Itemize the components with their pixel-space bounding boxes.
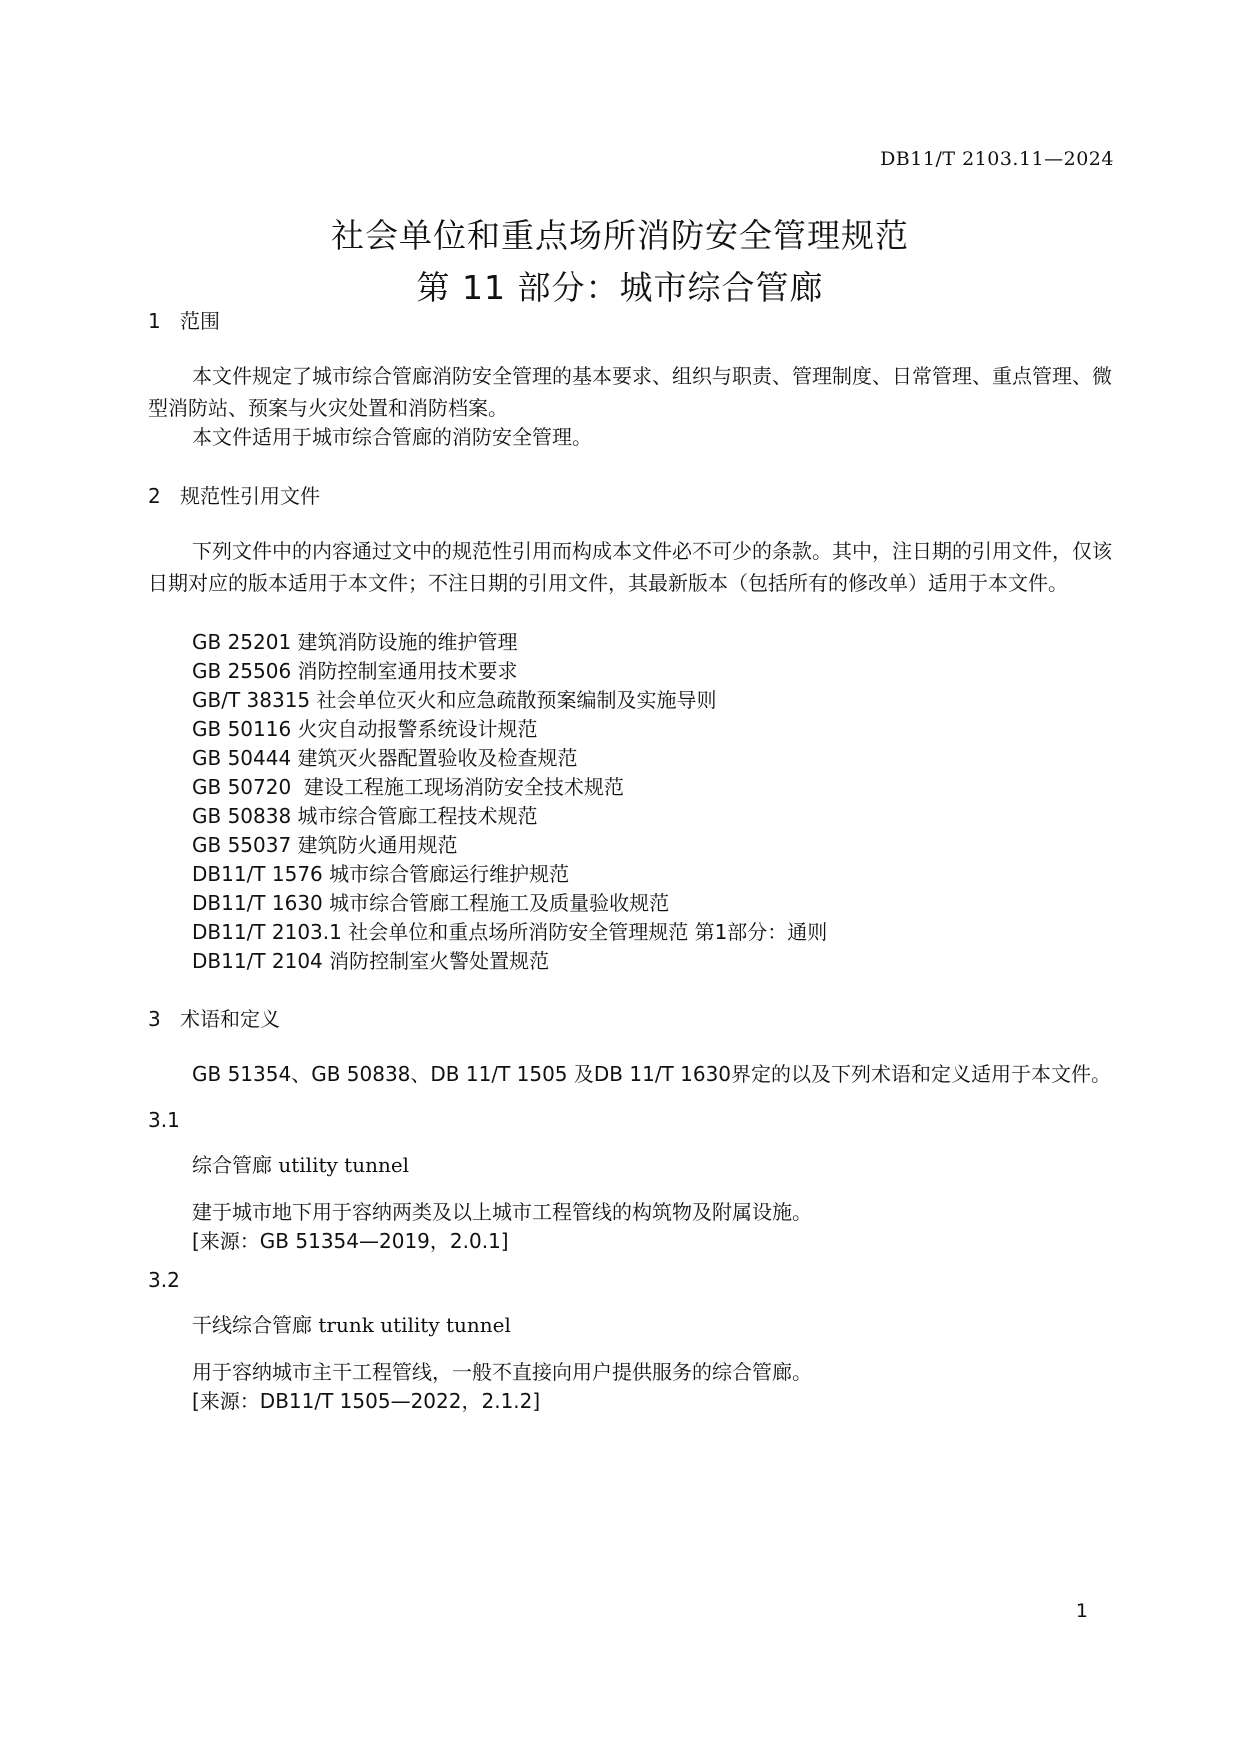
document-code: DB11/T 2103.11—2024 xyxy=(880,148,1114,170)
term-zh: 综合管廊 xyxy=(192,1153,272,1177)
reference-item: GB 55037 建筑防火通用规范 xyxy=(192,833,458,857)
section-title: 规范性引用文件 xyxy=(180,484,320,508)
reference-item: DB11/T 2104 消防控制室火警处置规范 xyxy=(192,949,550,973)
reference-item: DB11/T 1630 城市综合管廊工程施工及质量验收规范 xyxy=(192,891,670,915)
section-number: 1 xyxy=(148,309,161,333)
reference-item: GB 25201 建筑消防设施的维护管理 xyxy=(192,630,518,654)
scope-applicability: 本文件适用于城市综合管廊的消防安全管理。 xyxy=(192,425,592,449)
term-number: 3.2 xyxy=(148,1268,180,1292)
reference-item: DB11/T 2103.1 社会单位和重点场所消防安全管理规范 第1部分：通则 xyxy=(192,920,828,944)
section-number: 3 xyxy=(148,1007,161,1031)
reference-item: GB 50444 建筑灭火器配置验收及检查规范 xyxy=(192,746,578,770)
term-source: [来源：DB11/T 1505—2022，2.1.2] xyxy=(192,1389,541,1413)
term-definition: 用于容纳城市主干工程管线，一般不直接向用户提供服务的综合管廊。 xyxy=(192,1360,812,1384)
term-name xyxy=(192,1149,409,1178)
scope-paragraph: 本文件规定了城市综合管廊消防安全管理的基本要求、组织与职责、管理制度、日常管理、重点管理、微型消防站、预案与火灾处置和消防档案。 xyxy=(148,364,1112,420)
reference-item: GB 25506 消防控制室通用技术要求 xyxy=(192,659,518,683)
reference-item: GB 50116 火灾自动报警系统设计规范 xyxy=(192,717,538,741)
terms-intro: GB 51354、GB 50838、DB 11/T 1505 及DB 11/T 1630界定的以及下列术语和定义适用于本文件。 xyxy=(192,1062,1112,1086)
term-name xyxy=(192,1309,511,1338)
section-3-heading xyxy=(148,1003,280,1032)
reference-item: GB/T 38315 社会单位灭火和应急疏散预案编制及实施导则 xyxy=(192,688,717,712)
term-source: [来源：GB 51354—2019，2.0.1] xyxy=(192,1229,509,1253)
page-number: 1 xyxy=(1075,1600,1088,1622)
references-intro: 下列文件中的内容通过文中的规范性引用而构成本文件必不可少的条款。其中，注日期的引用文件，仅该日期对应的版本适用于本文件；不注日期的引用文件，其最新版本（包括所有的修改单）适用于本文件。 xyxy=(148,539,1112,595)
term-en: trunk utility tunnel xyxy=(318,1313,511,1337)
section-2-heading xyxy=(148,480,320,509)
document-title: 社会单位和重点场所消防安全管理规范 xyxy=(331,216,909,255)
term-zh: 干线综合管廊 xyxy=(192,1313,312,1337)
reference-item: DB11/T 1576 城市综合管廊运行维护规范 xyxy=(192,862,570,886)
reference-item: GB 50720 建设工程施工现场消防安全技术规范 xyxy=(192,775,624,799)
section-number: 2 xyxy=(148,484,161,508)
reference-item: GB 50838 城市综合管廊工程技术规范 xyxy=(192,804,538,828)
term-en: utility tunnel xyxy=(278,1153,410,1177)
section-1-heading xyxy=(148,305,220,334)
document-subtitle: 第 11 部分：城市综合管廊 xyxy=(416,268,824,307)
section-title: 术语和定义 xyxy=(180,1007,280,1031)
term-definition: 建于城市地下用于容纳两类及以上城市工程管线的构筑物及附属设施。 xyxy=(192,1200,812,1224)
term-number: 3.1 xyxy=(148,1108,180,1132)
section-title: 范围 xyxy=(180,309,220,333)
